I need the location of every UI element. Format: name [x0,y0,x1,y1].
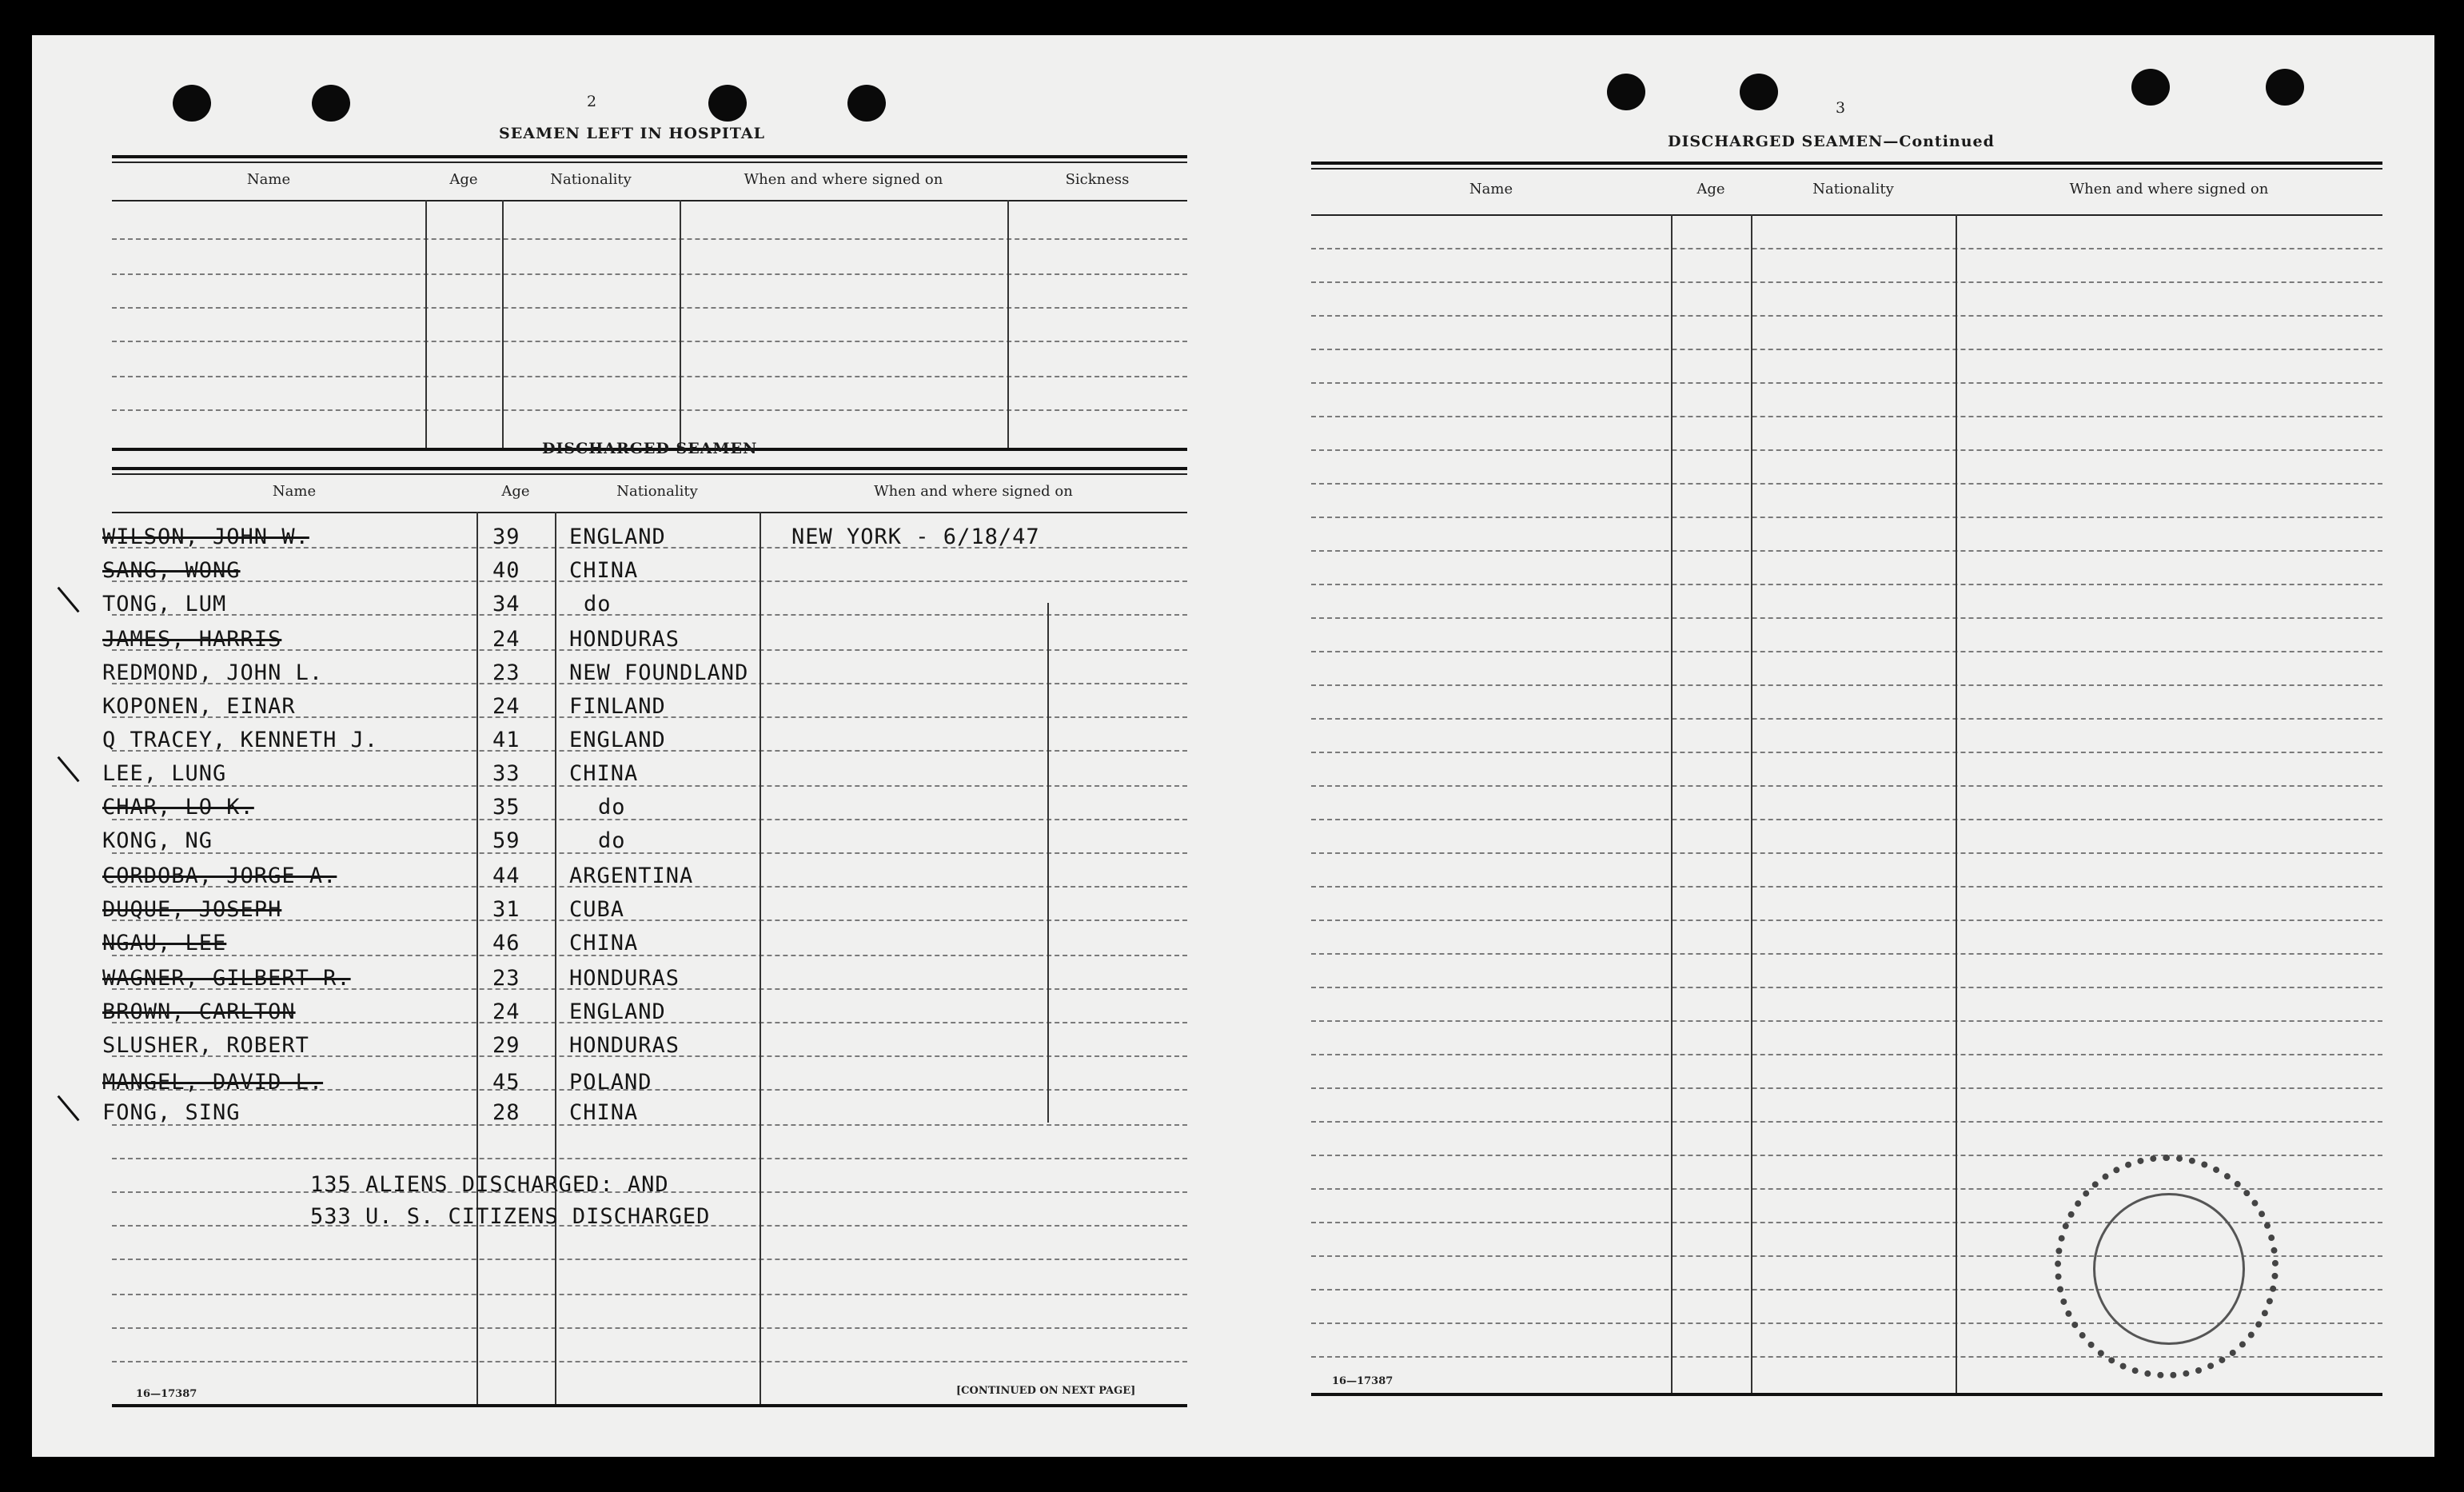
official-stamp [2055,1155,2279,1378]
seaman-name: SLUSHER, ROBERT [102,1033,309,1058]
seaman-age: 24 [492,694,520,719]
seaman-nationality: ENGLAND [569,728,666,752]
seaman-age: 34 [492,592,520,616]
page-number-left: 2 [587,93,597,110]
punch-hole-3 [708,85,747,122]
seaman-name: LEE, LUNG [102,761,227,786]
seaman-age: 39 [492,525,520,549]
discharged-col-age: Age [501,483,530,500]
punch-hole-2 [312,85,350,122]
page-number-right: 3 [1836,99,1846,117]
check-mark [57,587,79,613]
check-mark [57,756,79,783]
discharged-col-name: Name [272,483,317,500]
seaman-name: WILSON, JOHN W. [102,525,309,549]
seaman-age: 31 [492,897,520,922]
seaman-nationality: FINLAND [569,694,666,719]
hospital-col-age: Age [449,171,478,188]
seaman-age: 44 [492,864,520,888]
discharged-col-nationality: Nationality [616,483,698,500]
seaman-name: CORDOBA, JORGE A. [102,864,337,888]
discharged-table [112,467,1187,1426]
seaman-nationality: ENGLAND [569,999,666,1024]
seaman-age: 24 [492,999,520,1024]
punch-hole-7 [2131,69,2170,106]
seaman-nationality: POLAND [569,1070,652,1095]
punch-hole-8 [2266,69,2304,106]
continued-col-age: Age [1696,181,1725,197]
seaman-name: CHAR, LO K. [102,795,254,820]
seaman-name: KONG, NG [102,828,213,853]
stamp-inner-ring [2093,1193,2245,1345]
seaman-age: 41 [492,728,520,752]
seaman-age: 59 [492,828,520,853]
continued-col-signed: When and where signed on [2069,181,2269,197]
seaman-nationality: ENGLAND [569,525,666,549]
seaman-age: 29 [492,1033,520,1058]
seaman-nationality: NEW FOUNDLAND [569,660,749,685]
seaman-nationality: HONDURAS [569,1033,680,1058]
seaman-nationality: HONDURAS [569,966,680,991]
seaman-nationality: HONDURAS [569,627,680,652]
seaman-nationality: do [598,795,626,820]
seaman-age: 35 [492,795,520,820]
seaman-name: KOPONEN, EINAR [102,694,296,719]
punch-hole-5 [1607,74,1645,110]
seaman-nationality: CHINA [569,931,639,955]
hospital-col-sickness: Sickness [1065,171,1130,188]
seaman-nationality: do [598,828,626,853]
check-mark [57,1095,79,1122]
document-paper [32,35,2434,1457]
summary-citizens: 533 U. S. CITIZENS DISCHARGED [310,1204,711,1229]
form-number-right: 16—17387 [1332,1375,1393,1387]
seaman-name: REDMOND, JOHN L. [102,660,324,685]
seaman-name: SANG, WONG [102,558,241,583]
seaman-nationality: CHINA [569,1100,639,1125]
hospital-col-nationality: Nationality [550,171,632,188]
continued-suffix: —Continued [1883,133,1995,150]
seaman-name: DUQUE, JOSEPH [102,897,282,922]
seaman-nationality: do [584,592,612,616]
seaman-name: BROWN, CARLTON [102,999,296,1024]
summary-aliens: 135 ALIENS DISCHARGED: AND [310,1172,669,1197]
seaman-nationality: CHINA [569,558,639,583]
seaman-signed-on: NEW YORK - 6/18/47 [791,525,1040,549]
continued-col-name: Name [1469,181,1513,197]
seaman-name: JAMES, HARRIS [102,627,282,652]
seaman-name: MANGEL, DAVID L. [102,1070,324,1095]
discharged-continued-title-text: DISCHARGED SEAMEN [1668,133,1884,150]
discharged-section-title: DISCHARGED SEAMEN [542,440,758,457]
seaman-nationality: CHINA [569,761,639,786]
form-number-left: 16—17387 [136,1388,197,1400]
punch-hole-6 [1740,74,1778,110]
seaman-age: 23 [492,660,520,685]
punch-hole-1 [173,85,211,122]
hospital-col-name: Name [246,171,291,188]
continued-note: [CONTINUED ON NEXT PAGE] [956,1385,1136,1397]
seaman-age: 28 [492,1100,520,1125]
seaman-name: WAGNER, GILBERT R. [102,966,351,991]
hospital-section-title: SEAMEN LEFT IN HOSPITAL [499,125,765,142]
seaman-name: FONG, SING [102,1100,241,1125]
hospital-col-signed: When and where signed on [744,171,943,188]
seaman-age: 45 [492,1070,520,1095]
discharged-col-signed: When and where signed on [874,483,1073,500]
seaman-age: 33 [492,761,520,786]
seaman-nationality: ARGENTINA [569,864,694,888]
seaman-age: 24 [492,627,520,652]
seaman-name: NGAU, LEE [102,931,227,955]
seaman-age: 23 [492,966,520,991]
seaman-age: 40 [492,558,520,583]
seaman-name: TONG, LUM [102,592,227,616]
hospital-table [112,155,1187,455]
seaman-name: Q TRACEY, KENNETH J. [102,728,379,752]
discharged-continued-title [1668,133,1995,150]
seaman-age: 46 [492,931,520,955]
seaman-nationality: CUBA [569,897,625,922]
continued-col-nationality: Nationality [1812,181,1894,197]
punch-hole-4 [847,85,886,122]
